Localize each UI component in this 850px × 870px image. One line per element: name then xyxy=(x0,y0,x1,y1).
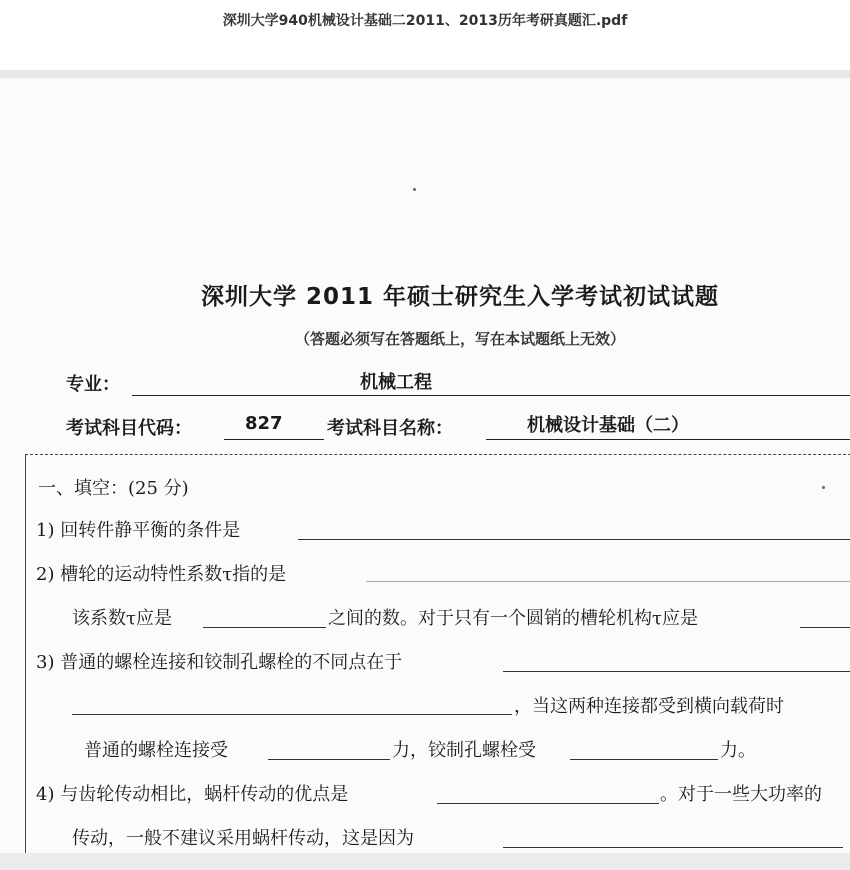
document-page xyxy=(0,78,850,853)
question-1: 1) 回转件静平衡的条件是 xyxy=(36,520,241,541)
question-4: 4) 与齿轮传动相比，蜗杆传动的优点是 xyxy=(36,784,349,805)
question-2-cont-end: 之间的数。对于只有一个圆销的槽轮机构τ应是 xyxy=(328,608,698,629)
document-title: 深圳大学940机械设计基础二2011、2013历年考研真题汇.pdf xyxy=(222,13,628,29)
section-heading: 一、填空：(25 分) xyxy=(38,478,189,499)
subject-name-value: 机械设计基础（二） xyxy=(527,415,689,436)
major-value: 机械工程 xyxy=(360,372,432,393)
exam-note: （答题必须写在答题纸上，写在本试题纸上无效） xyxy=(294,330,625,348)
answer-blank xyxy=(268,759,390,760)
answer-blank xyxy=(503,671,850,672)
major-label: 专业： xyxy=(66,374,120,395)
question-3: 3) 普通的螺栓连接和铰制孔螺栓的不同点在于 xyxy=(36,652,403,673)
question-2-cont-start: 该系数τ应是 xyxy=(72,608,172,629)
viewer-header xyxy=(0,0,850,70)
answer-blank xyxy=(72,714,512,715)
answer-blank xyxy=(366,581,850,582)
answer-blank xyxy=(570,759,718,760)
question-2: 2) 槽轮的运动特性系数τ指的是 xyxy=(36,564,287,585)
question-3-cont-a: 普通的螺栓连接受 xyxy=(84,740,228,761)
subject-code-value: 827 xyxy=(245,413,283,434)
answer-blank xyxy=(800,627,850,628)
major-underline xyxy=(132,395,850,396)
question-4-line-2: 传动，一般不建议采用蜗杆传动，这是因为 xyxy=(72,828,414,849)
subject-code-label: 考试科目代码： xyxy=(66,418,192,439)
header-divider xyxy=(0,70,850,78)
question-4-cont: 。对于一些大功率的 xyxy=(660,784,822,805)
subject-code-underline xyxy=(224,439,324,440)
viewer-footer xyxy=(0,853,850,870)
answer-blank xyxy=(437,803,659,804)
answer-blank xyxy=(203,627,326,628)
exam-title: 深圳大学 2011 年硕士研究生入学考试初试试题 xyxy=(200,284,720,310)
answer-blank xyxy=(298,539,850,540)
question-3-cont-c: 力。 xyxy=(720,740,756,761)
answer-blank xyxy=(503,847,843,848)
scan-speck xyxy=(413,188,416,191)
question-3-cont: ，当这两种连接都受到横向载荷时 xyxy=(514,696,784,717)
subject-name-label: 考试科目名称： xyxy=(327,418,453,439)
question-3-cont-b: 力，铰制孔螺栓受 xyxy=(392,740,536,761)
subject-name-underline xyxy=(486,439,850,440)
